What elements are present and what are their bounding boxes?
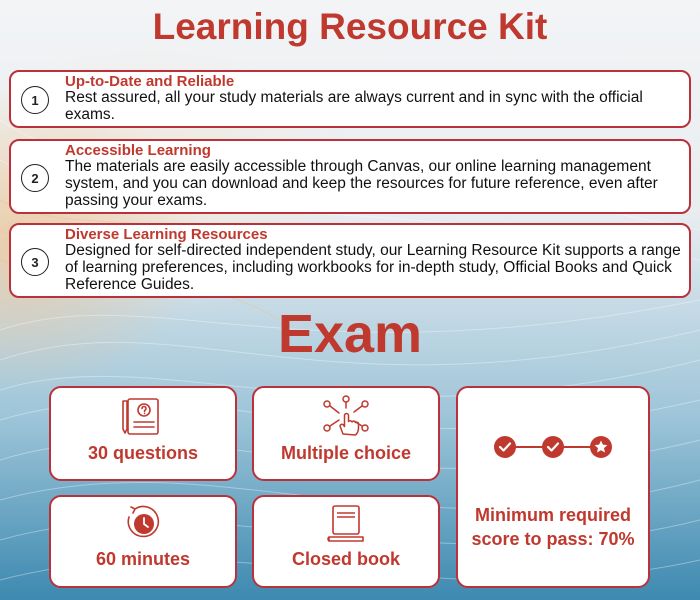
feature-heading: Accessible Learning	[65, 142, 211, 159]
exam-pass-score-tile	[456, 386, 650, 588]
feature-description: The materials are easily accessible through Canvas, our online learning management system, and you can download and keep the resources for future reference, even after passing your exams.	[65, 158, 658, 209]
feature-heading: Diverse Learning Resources	[65, 226, 268, 243]
step-number-badge: 3	[21, 248, 49, 276]
pass-score-line-1: Minimum required	[474, 505, 631, 525]
step-number-badge: 1	[21, 86, 49, 114]
exam-questions-tile	[49, 386, 237, 481]
timer-icon	[121, 503, 165, 543]
multiple-choice-icon	[321, 394, 371, 438]
progress-steps-icon	[491, 432, 615, 462]
feature-card-up-to-date	[9, 70, 691, 128]
duration-label: 60 minutes	[95, 549, 191, 569]
exam-duration-tile	[49, 495, 237, 588]
feature-card-accessible	[9, 139, 691, 214]
feature-description: Designed for self-directed independent study, our Learning Resource Kit supports a range of learning preferences, including workbooks for in-depth study, Official Books and Quick Reference Guides.	[65, 242, 681, 293]
closed-book-icon	[324, 503, 368, 543]
exam-format-tile	[252, 386, 440, 481]
feature-heading: Up-to-Date and Reliable	[65, 73, 235, 90]
exam-book-tile	[252, 495, 440, 588]
exam-paper-icon	[120, 396, 166, 436]
feature-description: Rest assured, all your study materials are always current and in sync with the official exams.	[65, 89, 643, 123]
pass-score-line-2: score to pass: 70%	[471, 529, 635, 549]
format-label: Multiple choice	[280, 443, 412, 463]
book-policy-label: Closed book	[291, 549, 400, 569]
page-title: Learning Resource Kit	[152, 6, 548, 47]
questions-count-label: 30 questions	[87, 443, 199, 463]
feature-card-diverse	[9, 223, 691, 298]
step-number-badge: 2	[21, 164, 49, 192]
pass-score-label	[458, 503, 648, 551]
exam-section-title: Exam	[277, 304, 423, 364]
